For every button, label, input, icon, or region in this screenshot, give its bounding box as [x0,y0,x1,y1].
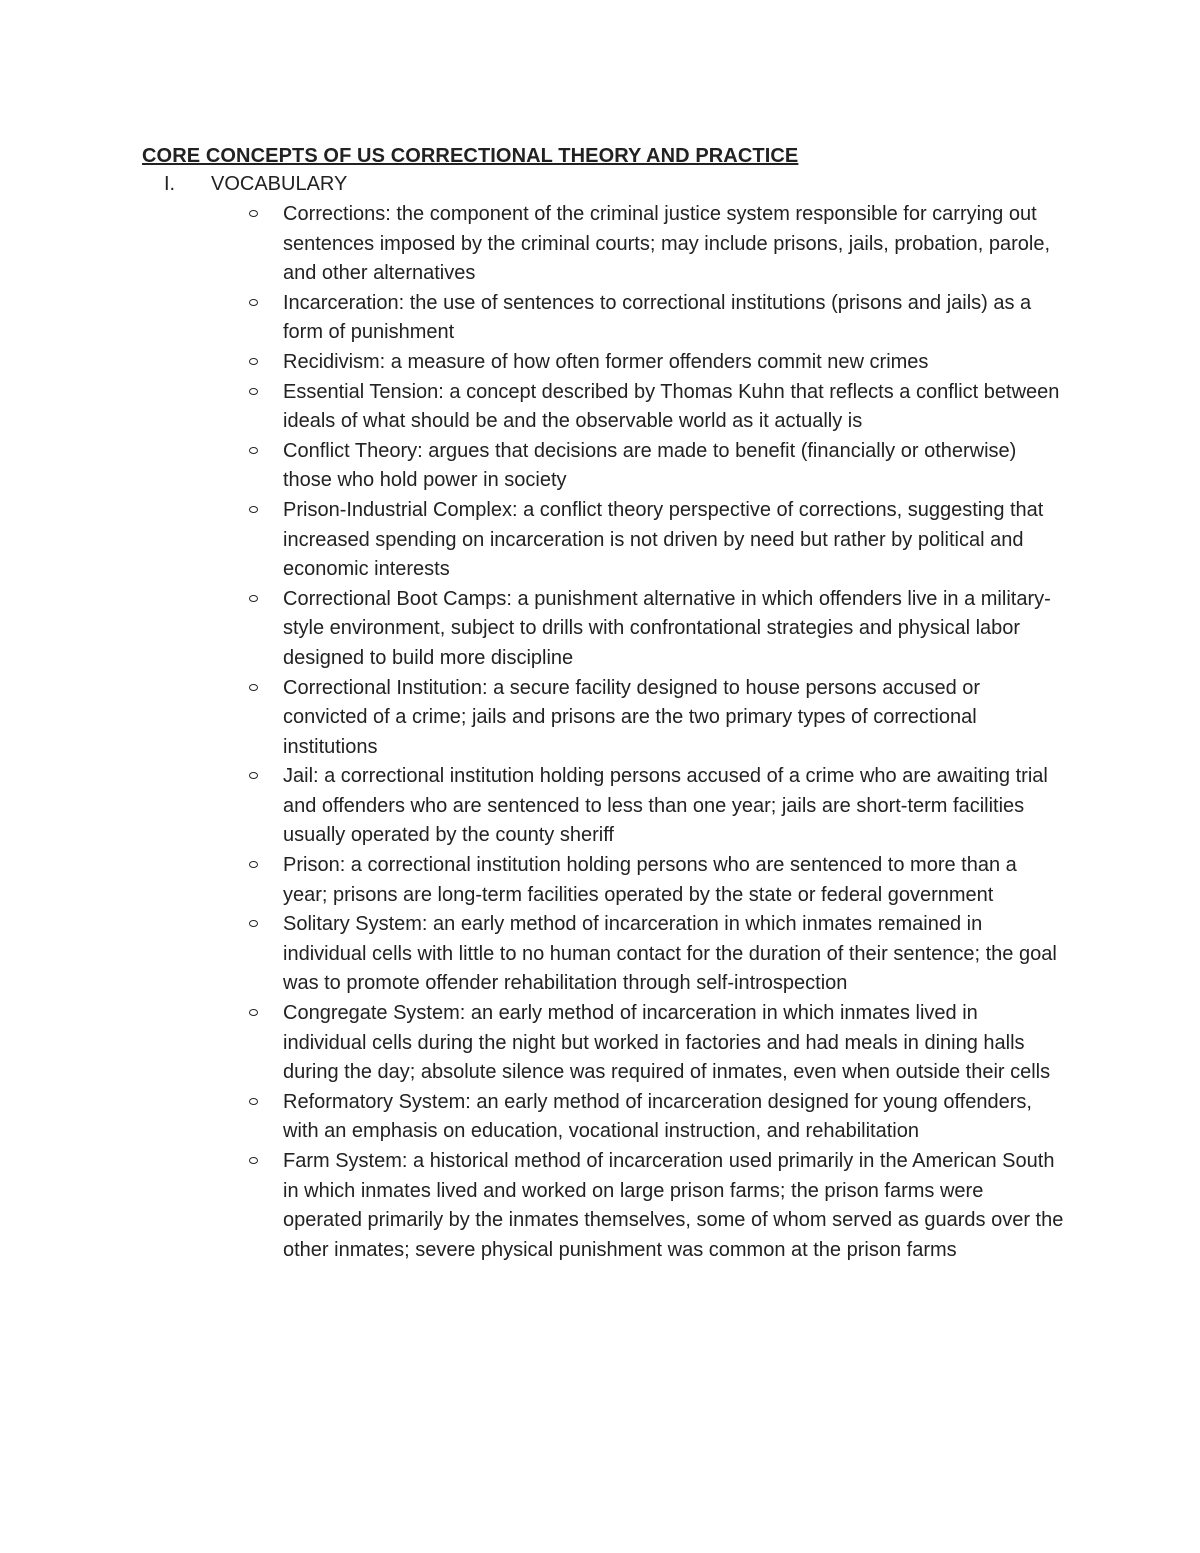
vocab-item-text: Incarceration: the use of sentences to correctional institutions (prisons and jails) as a form of punishment [283,291,1032,344]
hollow-bullet-icon [249,210,258,217]
document-title: CORE CONCEPTS OF US CORRECTIONAL THEORY AND PRACTICE [142,145,799,167]
section-numeral: I. [164,173,176,195]
section-heading-text: VOCABULARY [211,173,348,195]
vocab-item-boot-camps [246,585,1066,674]
hollow-bullet-icon [249,920,258,927]
vocab-item-farm-system [246,1147,1066,1265]
hollow-bullet-icon [249,772,258,779]
vocab-item-prison-industrial-complex [246,496,1066,585]
vocab-item-text: Congregate System: an early method of incarceration in which inmates lived in individual cells during the night but worked in factories and had meals in dining halls during the day; absolute silence was required of inmates, even when outside their cells [283,1002,1051,1084]
hollow-bullet-icon [249,595,258,602]
vocab-item-text: Correctional Boot Camps: a punishment alternative in which offenders live in a military-style environment, subject to drills with confrontational strategies and physical labor designed to build more discipline [283,587,1051,669]
vocab-item-text: Farm System: a historical method of incarceration used primarily in the American South in which inmates lived and worked on large prison farms; the prison farms were operated primarily by the inmates themselves, some of whom served as guards over the other inmates; severe physical punishment was common at the prison farms [283,1150,1064,1261]
vocab-item-text: Reformatory System: an early method of incarceration designed for young offenders, with an emphasis on education, vocational instruction, and rehabilitation [283,1090,1032,1143]
vocab-item-essential-tension [246,378,1066,437]
vocab-item-prison [246,851,1066,910]
vocab-item-text: Corrections: the component of the criminal justice system responsible for carrying out sentences imposed by the criminal courts; may include prisons, jails, probation, parole, and other alternatives [283,203,1051,285]
vocab-item-jail [246,762,1066,851]
vocab-item-text: Conflict Theory: argues that decisions are made to benefit (financially or otherwise) those who hold power in society [283,439,1017,492]
hollow-bullet-icon [249,861,258,868]
vocab-item-corrections [246,200,1066,289]
vocab-item-recidivism [246,348,1066,378]
hollow-bullet-icon [249,1009,258,1016]
vocab-item-incarceration [246,289,1066,348]
hollow-bullet-icon [249,684,258,691]
vocab-item-text: Jail: a correctional institution holding persons accused of a crime who are awaiting trial and offenders who are sentenced to less than one year; jails are short-term facilities usually operated by the county sheriff [283,765,1048,847]
hollow-bullet-icon [249,1157,258,1164]
vocabulary-list [246,200,1066,1265]
vocab-item-text: Prison-Industrial Complex: a conflict theory perspective of corrections, suggesting that increased spending on incarceration is not driven by need but rather by political and economic interests [283,498,1044,581]
hollow-bullet-icon [249,358,258,365]
vocab-item-conflict-theory [246,437,1066,496]
vocab-item-text: Essential Tension: a concept described by Thomas Kuhn that reflects a conflict between ideals of what should be and the observable world as it actually is [283,380,1060,433]
hollow-bullet-icon [249,299,258,306]
vocab-item-text: Solitary System: an early method of incarceration in which inmates remained in individual cells with little to no human contact for the duration of their sentence; the goal was to promote offender rehabilitation through self-introspection [283,913,1057,995]
vocab-item-solitary-system [246,910,1066,999]
vocab-item-text: Correctional Institution: a secure facility designed to house persons accused or convicted of a crime; jails and prisons are the two primary types of correctional institutions [283,676,981,758]
hollow-bullet-icon [249,447,258,454]
hollow-bullet-icon [249,506,258,513]
vocab-item-congregate-system [246,999,1066,1088]
vocab-item-text: Recidivism: a measure of how often former offenders commit new crimes [283,350,929,373]
vocab-item-correctional-institution [246,674,1066,763]
section-heading [164,170,347,198]
vocab-item-reformatory-system [246,1088,1066,1147]
hollow-bullet-icon [249,1098,258,1105]
hollow-bullet-icon [249,388,258,395]
vocab-item-text: Prison: a correctional institution holding persons who are sentenced to more than a year; prisons are long-term facilities operated by the state or federal government [283,854,1017,906]
